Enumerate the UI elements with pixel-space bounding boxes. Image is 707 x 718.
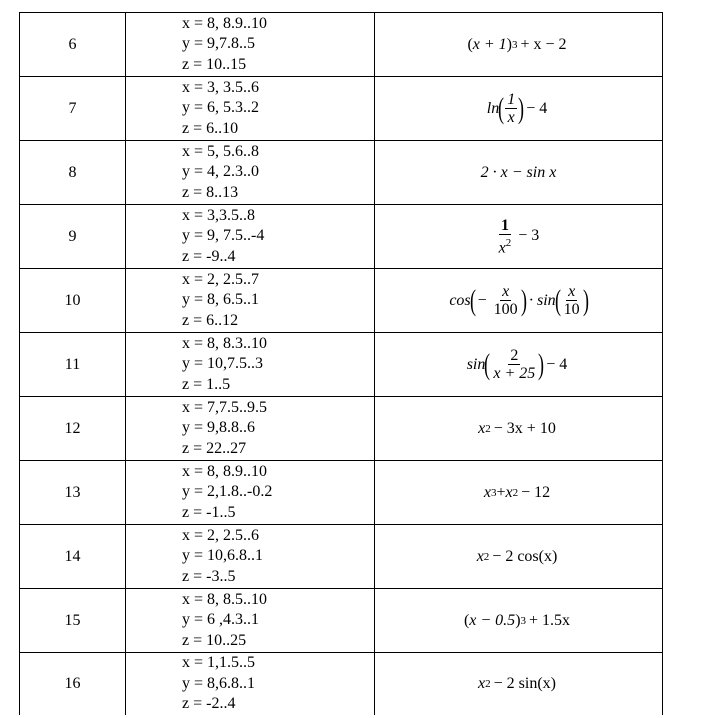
formula-tail: + x − 2 <box>520 35 567 53</box>
formula <box>464 612 573 630</box>
range-z: z = 6..12 <box>182 311 239 329</box>
range-y: y = 8,6.8..1 <box>182 674 256 692</box>
variant-number: 7 <box>20 77 126 141</box>
range-x: x = 2, 2.5..6 <box>182 526 260 544</box>
table-row <box>20 205 663 269</box>
denominator-base: x <box>498 239 506 257</box>
formula-cell <box>375 461 663 525</box>
paren-open: ( <box>467 35 473 53</box>
numerator: 1 <box>500 216 509 234</box>
function-name: sin <box>466 355 486 373</box>
formula-cell <box>375 397 663 461</box>
table-row <box>20 461 663 525</box>
big-paren-open: ( <box>498 91 505 125</box>
formula-cell <box>375 141 663 205</box>
formula-base: x <box>483 483 491 501</box>
range-y: y = 10,7.5..3 <box>182 355 264 373</box>
table-row <box>20 653 663 715</box>
big-paren-close: ) <box>538 347 545 381</box>
paren-open: ( <box>463 611 470 629</box>
table-row <box>20 397 663 461</box>
range-x: x = 8, 8.5..10 <box>182 590 268 608</box>
formula <box>467 36 569 54</box>
range-x: x = 3, 3.5..6 <box>182 78 260 96</box>
formula-tail: − 12 <box>521 483 551 501</box>
formula-cell <box>375 333 663 397</box>
paren-close: ) <box>515 611 521 629</box>
range-y: y = 4, 2.3..0 <box>182 163 260 181</box>
big-paren-open: ( <box>469 283 476 317</box>
formula-base: x <box>478 674 486 692</box>
variant-number: 6 <box>20 13 126 77</box>
ranges-cell <box>126 333 375 397</box>
formula-inner: x + 1 <box>472 35 507 53</box>
range-x: x = 7,7.5..9.5 <box>182 398 268 416</box>
big-paren-close: ) <box>520 283 527 317</box>
variant-number: 10 <box>20 269 126 333</box>
table-row <box>20 141 663 205</box>
plus-operator: + <box>496 483 506 501</box>
formula-inner: x − 0.5 <box>469 611 516 629</box>
big-paren-open: ( <box>554 283 561 317</box>
ranges-cell <box>126 397 375 461</box>
range-y: y = 9,8.8..6 <box>182 419 256 437</box>
range-x: x = 8, 8.9..10 <box>182 14 268 32</box>
range-z: z = -1..5 <box>182 503 236 521</box>
numerator: x <box>568 283 576 300</box>
table-row <box>20 333 663 397</box>
range-x: x = 3,3.5..8 <box>182 206 256 224</box>
table-row <box>20 525 663 589</box>
numerator: 2 <box>510 347 519 364</box>
formula: 2 · x − sin x <box>480 163 557 181</box>
range-x: x = 8, 8.9..10 <box>182 462 268 480</box>
denominator <box>497 235 514 256</box>
exponent: 2 <box>485 677 491 690</box>
range-y: y = 6, 5.3..2 <box>182 99 260 117</box>
formula <box>478 420 559 438</box>
denominator: x <box>507 109 515 126</box>
range-z: z = 22..27 <box>182 439 247 457</box>
range-z: z = -3..5 <box>182 567 236 585</box>
formula <box>467 347 571 382</box>
range-x: x = 8, 8.3..10 <box>182 334 268 352</box>
formula <box>478 675 559 693</box>
formula-tail: − 2 cos(x) <box>492 547 558 565</box>
range-z: z = 10..15 <box>182 55 247 73</box>
ranges-cell <box>126 77 375 141</box>
range-y: y = 6 ,4.3..1 <box>182 611 260 629</box>
table-row <box>20 269 663 333</box>
range-y: y = 9,7.8..5 <box>182 35 256 53</box>
exponent: 2 <box>512 486 519 499</box>
numerator: 1 <box>507 91 516 108</box>
range-y: y = 8, 6.5..1 <box>182 291 260 309</box>
formula-cell <box>375 269 663 333</box>
formula-tail: − 3x + 10 <box>493 419 556 437</box>
range-x: x = 1,1.5..5 <box>182 654 256 671</box>
range-y: y = 9, 7.5..-4 <box>182 227 265 245</box>
formula-cell <box>375 205 663 269</box>
exponent: 2 <box>483 550 490 563</box>
range-z: z = -2..4 <box>182 695 236 712</box>
ranges-cell <box>126 269 375 333</box>
formula <box>495 217 543 256</box>
sign: − <box>477 291 487 309</box>
range-y: y = 10,6.8..1 <box>182 547 264 565</box>
fraction <box>497 217 514 256</box>
fraction <box>491 347 537 382</box>
variant-number: 15 <box>20 589 126 653</box>
variant-number: 16 <box>20 653 126 715</box>
table-row <box>20 77 663 141</box>
variant-number: 8 <box>20 141 126 205</box>
formula-cell <box>375 589 663 653</box>
exponent: 3 <box>520 614 527 627</box>
denominator: 100 <box>493 301 518 318</box>
fraction <box>562 283 582 318</box>
range-z: z = 8..13 <box>182 183 239 201</box>
paren-close: ) <box>506 35 512 53</box>
ranges-cell <box>126 461 375 525</box>
formula-base: x <box>478 419 486 437</box>
range-z: z = -9..4 <box>182 247 236 265</box>
function-name: sin <box>537 291 556 309</box>
big-paren-open: ( <box>484 347 491 381</box>
function-name: ln <box>486 99 500 117</box>
formula-cell <box>375 13 663 77</box>
variants-table <box>19 12 663 715</box>
formula-tail: − 4 <box>546 355 568 373</box>
table-row <box>20 13 663 77</box>
formula-cell <box>375 525 663 589</box>
denominator: 10 <box>563 301 580 318</box>
exponent: 2 <box>485 422 491 435</box>
formula-cell <box>375 77 663 141</box>
formula-tail: + 1.5x <box>529 611 571 629</box>
formula-tail: − 2 sin(x) <box>493 674 556 692</box>
formula-cell <box>375 653 663 715</box>
formula-tail: − 4 <box>526 99 548 117</box>
formula <box>477 548 561 566</box>
dot-operator: · <box>528 291 534 309</box>
variant-number: 14 <box>20 525 126 589</box>
ranges-cell <box>126 205 375 269</box>
table-row <box>20 589 663 653</box>
big-paren-close: ) <box>518 91 525 125</box>
range-z: z = 10..25 <box>182 631 247 649</box>
denominator: x + 25 <box>493 365 536 382</box>
exponent: 3 <box>490 486 497 499</box>
exponent: 2 <box>505 236 512 249</box>
big-paren-close: ) <box>582 283 589 317</box>
formula <box>449 283 587 318</box>
exponent: 3 <box>512 38 518 51</box>
range-z: z = 1..5 <box>182 375 231 393</box>
formula-base: x <box>476 547 484 565</box>
ranges-cell <box>126 525 375 589</box>
ranges-cell <box>126 653 375 715</box>
numerator: x <box>502 283 510 300</box>
ranges-cell <box>126 141 375 205</box>
range-x: x = 2, 2.5..7 <box>182 270 260 288</box>
ranges-cell <box>126 13 375 77</box>
variant-number: 9 <box>20 205 126 269</box>
variant-number: 12 <box>20 397 126 461</box>
fraction <box>505 91 517 126</box>
ranges-cell <box>126 589 375 653</box>
fraction <box>492 283 520 318</box>
range-z: z = 6..10 <box>182 119 239 137</box>
formula <box>487 91 550 126</box>
formula-base: x <box>505 483 513 501</box>
formula-tail: − 3 <box>518 227 540 245</box>
variant-number: 13 <box>20 461 126 525</box>
variant-number: 11 <box>20 333 126 397</box>
formula <box>484 484 553 502</box>
range-y: y = 2,1.8..-0.2 <box>182 483 273 501</box>
range-x: x = 5, 5.6..8 <box>182 142 260 160</box>
function-name: cos <box>449 291 471 309</box>
